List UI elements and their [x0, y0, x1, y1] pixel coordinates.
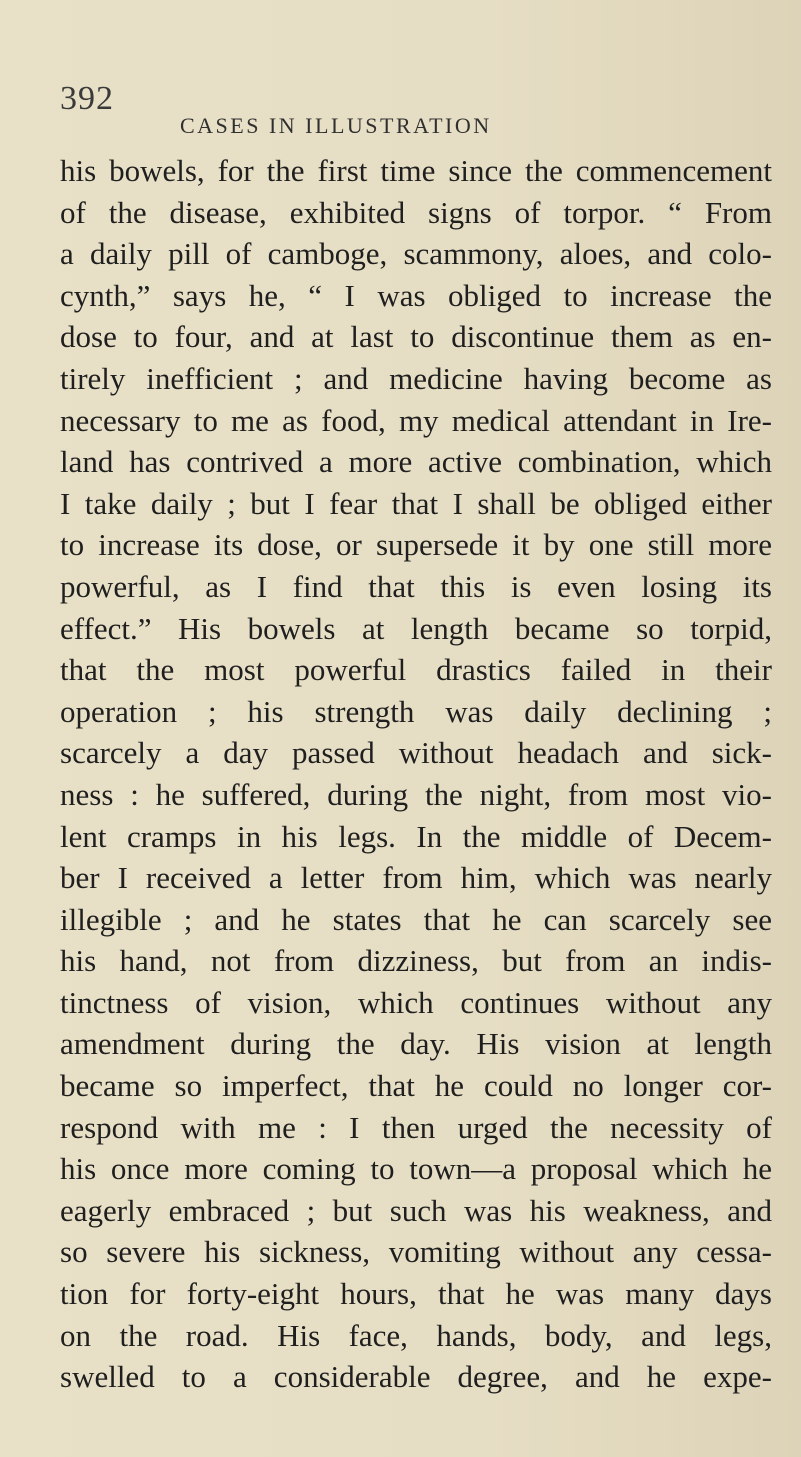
text-line: so severe his sickness, vomiting without any cessa-: [60, 1234, 772, 1270]
text-line: tion for forty-eight hours, that he was many days: [60, 1276, 772, 1312]
text-line: lent cramps in his legs. In the middle of Decem-: [60, 818, 772, 854]
text-line: effect.” His bowels at length became so torpid,: [60, 610, 772, 646]
text-line: on the road. His face, hands, body, and legs,: [60, 1317, 772, 1353]
text-line: necessary to me as food, my medical attendant in Ire-: [60, 402, 772, 438]
running-head: CASES IN ILLUSTRATION: [180, 113, 492, 138]
text-line: I take daily ; but I fear that I shall be obliged either: [60, 485, 772, 521]
text-line: tinctness of vision, which continues without any: [60, 984, 772, 1020]
text-line: to increase its dose, or supersede it by one still more: [60, 527, 772, 563]
text-line: swelled to a considerable degree, and he expe-: [60, 1359, 772, 1395]
text-line: of the disease, exhibited signs of torpor. “ From: [60, 194, 772, 230]
text-line: eagerly embraced ; but such was his weakness, and: [60, 1192, 772, 1228]
text-line: his bowels, for the first time since the commencement: [60, 153, 772, 188]
text-line: that the most powerful drastics failed in their: [60, 652, 772, 688]
text-line: tirely inefficient ; and medicine having become as: [60, 360, 772, 396]
text-line: ber I received a letter from him, which was nearly: [60, 860, 772, 896]
text-line: a daily pill of camboge, scammony, aloes, and colo-: [60, 236, 772, 272]
page-number: 392: [60, 80, 114, 117]
text-line: scarcely a day passed without headach and sick-: [60, 735, 772, 771]
text-line: respond with me : I then urged the necessity of: [60, 1109, 772, 1145]
text-line: his once more coming to town—a proposal which he: [60, 1151, 772, 1187]
text-line: became so imperfect, that he could no longer cor-: [60, 1068, 772, 1104]
text-line: ness : he suffered, during the night, from most vio-: [60, 776, 772, 812]
text-line: his hand, not from dizziness, but from an indis-: [60, 943, 772, 979]
text-line: powerful, as I find that this is even losing its: [60, 568, 772, 604]
text-line: amendment during the day. His vision at length: [60, 1026, 772, 1062]
text-line: illegible ; and he states that he can scarcely see: [60, 901, 772, 937]
text-line: land has contrived a more active combination, which: [60, 444, 772, 480]
body-text: [60, 150, 772, 1398]
text-line: operation ; his strength was daily declining ;: [60, 693, 772, 729]
text-line: dose to four, and at last to discontinue them as en-: [60, 319, 772, 355]
text-line: cynth,” says he, “ I was obliged to increase the: [60, 277, 772, 313]
